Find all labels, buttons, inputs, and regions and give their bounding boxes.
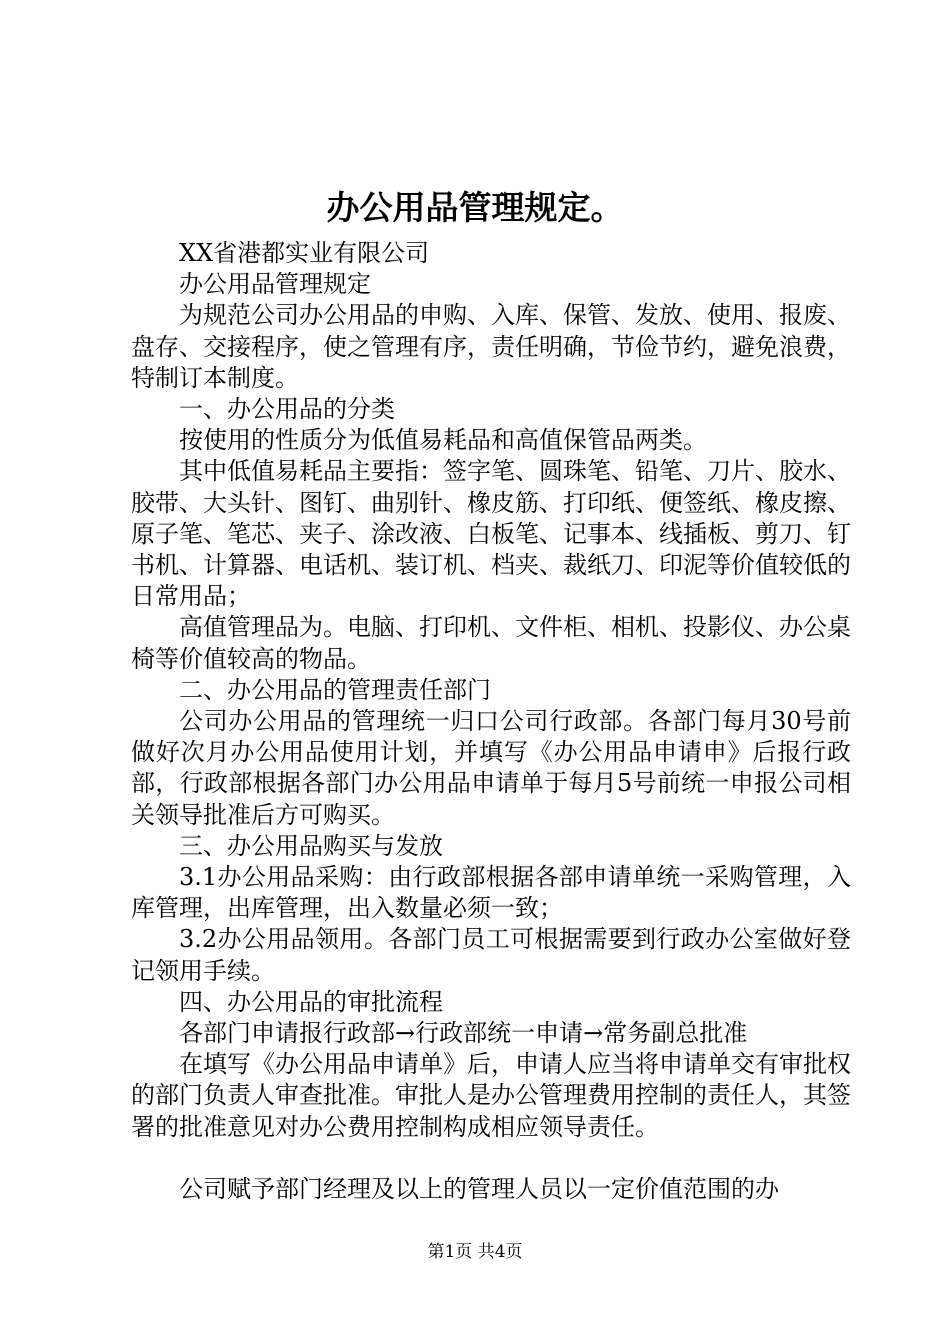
paragraph-requisition: 3.2办公用品领用。各部门员工可根据需要到行政办公室做好登记领用手续。 — [131, 925, 851, 985]
paragraph-low-value-items: 其中低值易耗品主要指：签字笔、圆珠笔、铅笔、刀片、胶水、胶带、大头针、图钉、曲别针、橡皮筋、打印纸、便签纸、橡皮擦、原子笔、笔芯、夹子、涂改液、白板笔、记事本、线插板、剪刀、钉书机、计算器、电话机、装订机、档夹、裁纸刀、印泥等价值较低的日常用品； — [131, 457, 851, 611]
paragraph-classification: 按使用的性质分为低值易耗品和高值保管品两类。 — [179, 426, 707, 455]
paragraph-approval-flow: 各部门申请报行政部→行政部统一申请→常务副总批准 — [179, 1019, 748, 1048]
paragraph-responsibility: 公司办公用品的管理统一归口公司行政部。各部门每月30号前做好次月办公用品使用计划，并填写《办公用品申请申》后报行政部，行政部根据各部门办公用品申请单于每月5号前统一申报公司相关领导批准后方可购买。 — [131, 707, 851, 829]
paragraph-approval-detail: 在填写《办公用品申请单》后，申请人应当将申请单交有审批权的部门负责人审查批准。审批人是办公管理费用控制的责任人，其签署的批准意见对办公费用控制构成相应领导责任。 — [131, 1050, 851, 1141]
section-heading-1: 一、办公用品的分类 — [179, 395, 395, 424]
document-body — [131, 238, 851, 1205]
section-heading-3: 三、办公用品购买与发放 — [179, 831, 443, 860]
document-title: 办公用品管理规定。 — [326, 188, 624, 227]
company-name: XX省港都实业有限公司 — [179, 239, 430, 267]
paragraph-procurement: 3.1办公用品采购：由行政部根据各部申请单统一采购管理，入库管理，出库管理，出入数量必须一致； — [131, 863, 851, 923]
paragraph-authority: 公司赋予部门经理及以上的管理人员以一定价值范围的办 — [179, 1174, 779, 1203]
paragraph-high-value-items: 高值管理品为。电脑、打印机、文件柜、相机、投影仪、办公桌椅等价值较高的物品。 — [131, 613, 851, 673]
regulation-heading: 办公用品管理规定 — [179, 270, 371, 299]
section-heading-4: 四、办公用品的审批流程 — [179, 987, 443, 1016]
section-heading-2: 二、办公用品的管理责任部门 — [179, 675, 491, 704]
intro-paragraph: 为规范公司办公用品的申购、入库、保管、发放、使用、报废、盘存、交接程序，使之管理有序，责任明确，节俭节约，避免浪费，特制订本制度。 — [131, 301, 851, 392]
page-number-footer: 第1页 共4页 — [427, 1242, 523, 1262]
